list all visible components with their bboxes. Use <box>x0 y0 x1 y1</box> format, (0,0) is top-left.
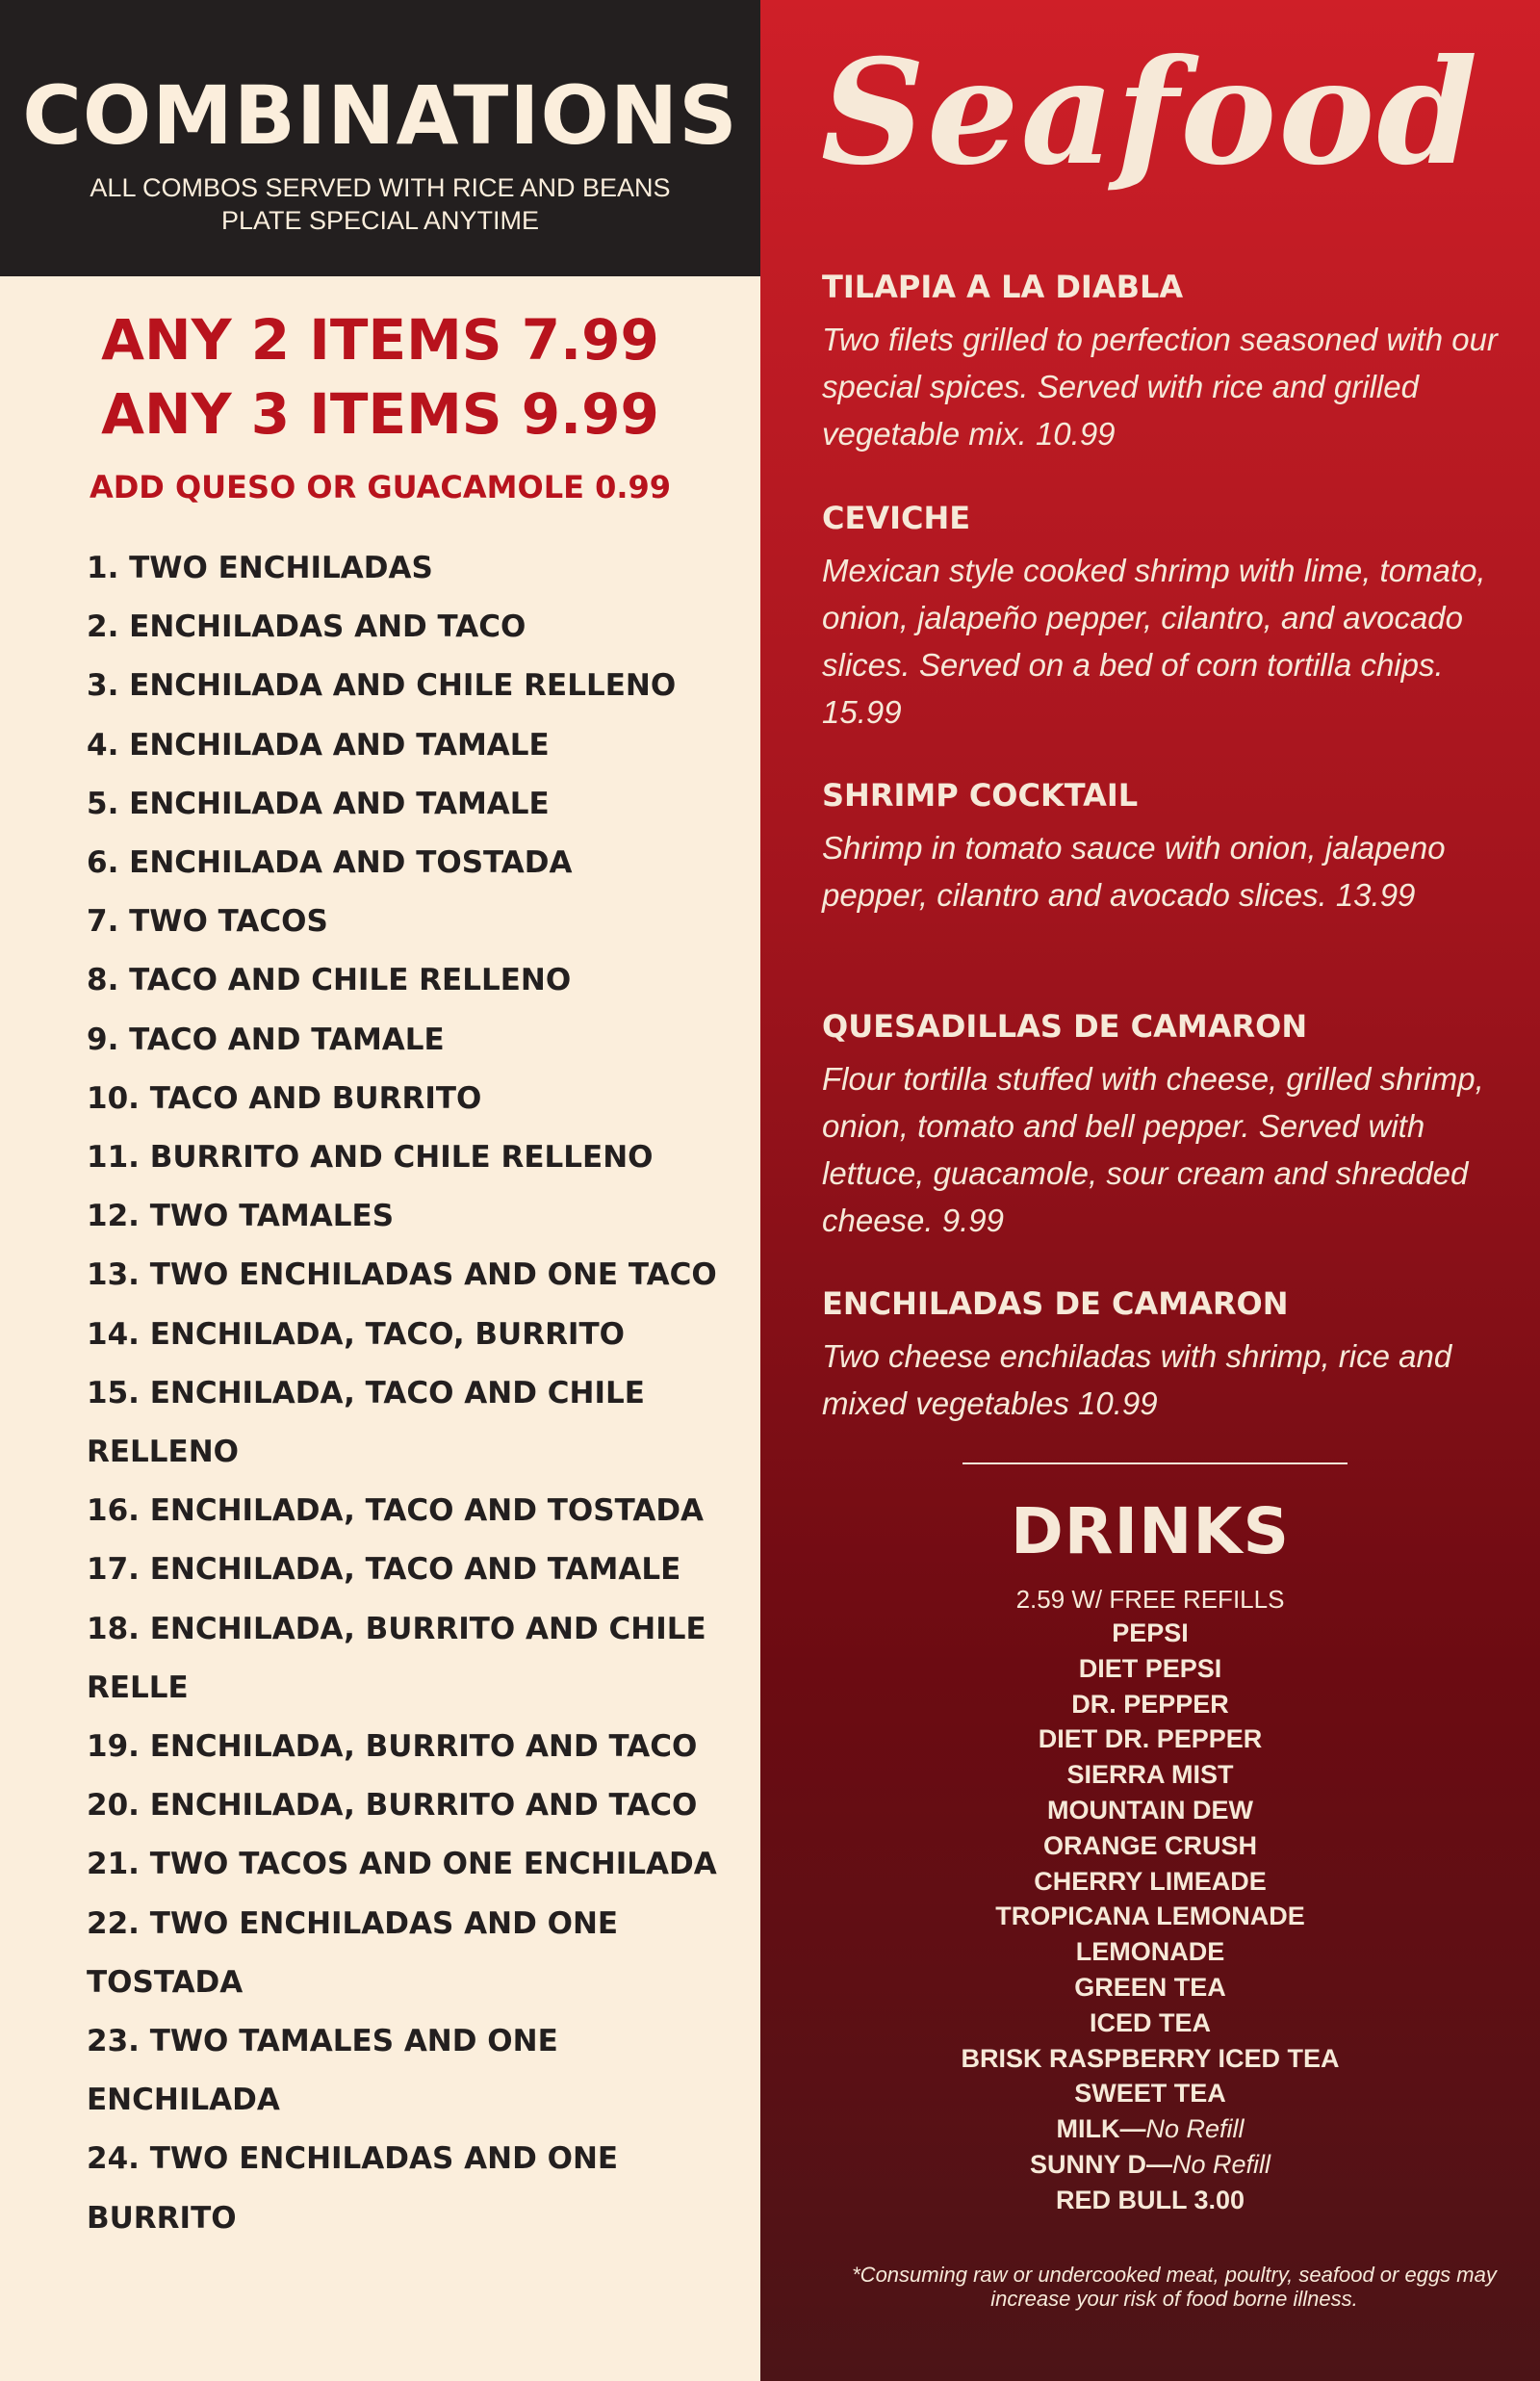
drink-item <box>760 2041 1540 2077</box>
seafood-item-name: SHRIMP COCKTAIL <box>822 777 1139 814</box>
combo-item: 6. ENCHILADA AND TOSTADA <box>87 845 573 881</box>
drink-name: GREEN TEA <box>1074 1972 1226 2002</box>
drink-item <box>760 1970 1540 2006</box>
drink-name: DIET DR. PEPPER <box>1038 1724 1263 1754</box>
combinations-list <box>87 539 741 2248</box>
price-any-3-items: ANY 3 ITEMS 9.99 <box>101 381 659 447</box>
drink-note: No Refill <box>1172 2149 1271 2179</box>
combo-item: 2. ENCHILADAS AND TACO <box>87 609 526 645</box>
combo-item: 10. TACO AND BURRITO <box>87 1080 482 1116</box>
price-any-2-items: ANY 2 ITEMS 7.99 <box>101 307 659 373</box>
drink-name: DIET PEPSI <box>1078 1653 1222 1683</box>
seafood-item-description: Shrimp in tomato sauce with onion, jalapeno pepper, cilantro and avocado slices. 13.99 <box>822 830 1446 913</box>
drink-name: CHERRY LIMEADE <box>1034 1866 1267 1896</box>
drink-item <box>760 2183 1540 2218</box>
seafood-item-name: TILAPIA A LA DIABLA <box>822 269 1184 305</box>
drink-name: ORANGE CRUSH <box>1042 1830 1257 1860</box>
drink-item <box>760 1721 1540 1757</box>
seafood-column <box>760 0 1540 2381</box>
combinations-subtitle-2: PLATE SPECIAL ANYTIME <box>220 206 540 235</box>
seafood-item <box>822 500 1515 736</box>
combo-item: 13. TWO ENCHILADAS AND ONE TACO <box>87 1257 717 1293</box>
addon-price: ADD QUESO OR GUACAMOLE 0.99 <box>89 469 672 505</box>
drink-name: RED BULL 3.00 <box>1055 2185 1245 2214</box>
combo-item: 4. ENCHILADA AND TAMALE <box>87 727 550 763</box>
drink-name: TROPICANA LEMONADE <box>995 1902 1305 1931</box>
drink-item <box>760 2111 1540 2147</box>
drink-name: DR. PEPPER <box>1071 1689 1229 1719</box>
combo-item: 24. TWO ENCHILADAS AND ONE BURRITO <box>87 2141 619 2236</box>
combo-item: 19. ENCHILADA, BURRITO AND TACO <box>87 1729 698 1765</box>
drink-item <box>760 1757 1540 1793</box>
drink-item <box>760 1793 1540 1828</box>
combo-item: 17. ENCHILADA, TACO AND TAMALE <box>87 1552 681 1588</box>
drinks-title: DRINKS <box>1010 1494 1291 1568</box>
combo-item: 7. TWO TACOS <box>87 904 328 940</box>
drink-item <box>760 1651 1540 1687</box>
drink-item <box>760 2076 1540 2111</box>
drink-item <box>760 1616 1540 1651</box>
seafood-item-description: Two cheese enchiladas with shrimp, rice and mixed vegetables 10.99 <box>822 1338 1452 1421</box>
combo-item: 14. ENCHILADA, TACO, BURRITO <box>87 1316 625 1352</box>
drink-item <box>760 1828 1540 1864</box>
drink-item <box>760 1864 1540 1900</box>
drink-name: BRISK RASPBERRY ICED TEA <box>961 2043 1340 2073</box>
seafood-item <box>822 777 1515 919</box>
drink-name: SIERRA MIST <box>1066 1760 1234 1790</box>
combo-item: 5. ENCHILADA AND TAMALE <box>87 786 550 821</box>
drink-name: SUNNY D— <box>1029 2149 1172 2179</box>
drink-name: SWEET TEA <box>1074 2079 1226 2109</box>
combo-item: 11. BURRITO AND CHILE RELLENO <box>87 1140 654 1176</box>
combo-item: 20. ENCHILADA, BURRITO AND TACO <box>87 1788 698 1824</box>
seafood-item <box>822 269 1515 457</box>
seafood-title: Seafood <box>820 28 1480 197</box>
combinations-header <box>0 0 760 276</box>
combinations-subtitle: ALL COMBOS SERVED WITH RICE AND BEANS <box>90 173 671 202</box>
combinations-title: COMBINATIONS <box>22 68 738 163</box>
combo-item: 15. ENCHILADA, TACO AND CHILE RELLENO <box>87 1375 645 1470</box>
drink-item <box>760 1899 1540 1934</box>
drink-note: No Refill <box>1145 2114 1245 2144</box>
drink-name: ICED TEA <box>1089 2007 1211 2037</box>
combo-item: 22. TWO ENCHILADAS AND ONE TOSTADA <box>87 1905 619 2000</box>
drink-item <box>760 2147 1540 2183</box>
combo-item: 8. TACO AND CHILE RELLENO <box>87 963 572 998</box>
drink-name: MOUNTAIN DEW <box>1047 1795 1253 1825</box>
drink-item <box>760 1687 1540 1722</box>
drinks-price-note: 2.59 W/ FREE REFILLS <box>1015 1585 1285 1614</box>
seafood-item <box>822 1008 1515 1244</box>
combo-item: 23. TWO TAMALES AND ONE ENCHILADA <box>87 2024 558 2118</box>
combo-item: 3. ENCHILADA AND CHILE RELLENO <box>87 668 677 704</box>
combo-item: 12. TWO TAMALES <box>87 1199 395 1234</box>
combo-item: 16. ENCHILADA, TACO AND TOSTADA <box>87 1493 705 1529</box>
combinations-column <box>0 0 760 2381</box>
drink-name: LEMONADE <box>1075 1937 1225 1967</box>
seafood-item-name: QUESADILLAS DE CAMARON <box>822 1008 1308 1045</box>
drink-name: MILK— <box>1056 2114 1146 2144</box>
seafood-item-name: ENCHILADAS DE CAMARON <box>822 1285 1289 1322</box>
combo-item: 18. ENCHILADA, BURRITO AND CHILE RELLE <box>87 1611 706 1705</box>
combo-item: 1. TWO ENCHILADAS <box>87 551 433 585</box>
drink-name: PEPSI <box>1112 1618 1189 1647</box>
drink-item <box>760 1934 1540 1970</box>
seafood-item-description: Flour tortilla stuffed with cheese, grilled shrimp, onion, tomato and bell pepper. Served with lettuce, guacamole, sour cream and shredded cheese. 9.99 <box>822 1061 1484 1238</box>
seafood-item-description: Two filets grilled to perfection seasoned with our special spices. Served with rice and grilled vegetable mix. 10.99 <box>822 322 1498 452</box>
combo-item: 21. TWO TACOS AND ONE ENCHILADA <box>87 1847 717 1882</box>
seafood-item-description: Mexican style cooked shrimp with lime, tomato, onion, jalapeño pepper, cilantro, and avocado slices. Served on a bed of corn tortilla chips. 15.99 <box>822 553 1486 730</box>
seafood-item <box>822 1285 1515 1427</box>
food-safety-disclaimer: *Consuming raw or undercooked meat, poultry, seafood or eggs may increase your risk of food borne illness. <box>852 2263 1497 2311</box>
section-divider <box>962 1462 1348 1464</box>
drinks-list <box>760 1616 1540 2218</box>
seafood-item-name: CEVICHE <box>822 500 971 536</box>
drink-item <box>760 2006 1540 2041</box>
combo-item: 9. TACO AND TAMALE <box>87 1022 445 1057</box>
